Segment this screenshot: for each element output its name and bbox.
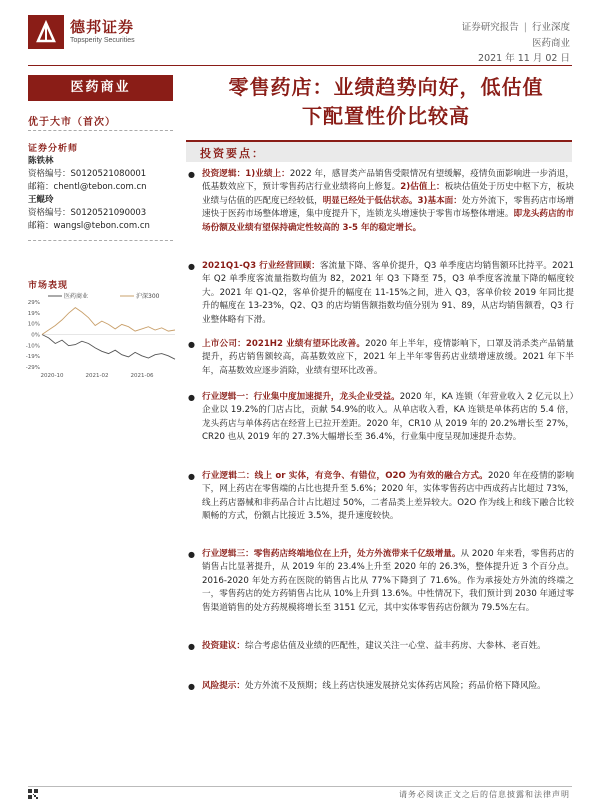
bullet-run: 综合考虑估值及业绩的匹配性，建议关注一心堂、益丰药房、大参林、老百姓。 <box>244 641 546 651</box>
footer-disclaimer: 请务必阅读正文之后的信息披露和法律声明 <box>399 790 570 799</box>
y-tick-label: -19% <box>25 354 40 361</box>
bullet-run: 行业逻辑三：零售药店终端地位在上升，处方外流带来千亿级增量。 <box>202 549 461 559</box>
cert-label: 资格编号： <box>28 208 71 218</box>
sidebar-divider <box>28 130 173 131</box>
company-logo <box>28 15 64 49</box>
meta-separator: | <box>523 22 527 33</box>
bullet-run: 行业逻辑一：行业集中度加速提升，龙头企业受益。 <box>202 392 400 402</box>
bullet-run: 上市公司：2021H2 业绩有望环比改善。 <box>202 339 366 349</box>
title-line: 零售药店：业绩趋势向好，低估值 <box>228 75 544 99</box>
bullet-item <box>186 640 574 653</box>
bullet-text <box>186 680 574 693</box>
analyst-cert <box>28 168 147 181</box>
y-tick-label: 19% <box>27 310 40 317</box>
key-points-label: 投资要点： <box>200 147 265 160</box>
y-tick-label: 10% <box>27 321 40 328</box>
header-divider <box>28 65 572 66</box>
bullet-text <box>186 391 574 445</box>
bullet-run: 2)估值上： <box>400 182 445 193</box>
logo-name-cn: 德邦证券 <box>70 18 135 36</box>
market-performance-chart <box>20 292 180 382</box>
sector-label: 医药商业 <box>28 75 173 101</box>
bullet-item <box>186 548 574 615</box>
bullet-item <box>186 260 574 327</box>
report-type: 证券研究报告 <box>461 22 519 33</box>
bullet-run: 2020 年在疫情的影响下，网上药店在零售端的占比也提升至 5.6%；2020 年，实体零售药店中西成药占比超过 73%，线上药店器械和非药品合计占比超过 50%，二者品类上差异较大。O2O 作为线上和线下融合比较顺畅的方式，份额占比接近 3.5%，提升速度较快。 <box>202 471 574 522</box>
analyst-email <box>28 181 147 194</box>
analyst-name: 王鲲玲 <box>28 195 54 205</box>
market-heading: 市场表现 <box>28 281 69 291</box>
report-category: 行业深度 <box>531 22 570 33</box>
bullet-run: 2021Q1-Q3 行业经营回顾： <box>202 261 320 271</box>
email-link[interactable]: chentl@tebon.com.cn <box>53 182 147 192</box>
cert-label: 资格编号： <box>28 169 71 179</box>
email-link[interactable]: wangsl@tebon.com.cn <box>53 221 150 231</box>
bullet-item <box>186 391 574 445</box>
report-meta <box>462 20 570 52</box>
logo-mark-icon <box>28 15 64 49</box>
bullet-text <box>186 548 574 615</box>
y-tick-label: 29% <box>27 300 40 306</box>
bullet-marker-icon: ● <box>188 170 195 179</box>
sidebar-divider <box>28 240 173 241</box>
bullet-run: 处方外流不及预期；线上药店快速发展挤兑实体药店风险；药品价格下降风险。 <box>244 681 546 691</box>
bullet-item <box>186 680 574 693</box>
bullet-run: 投资逻辑：1)业绩上： <box>202 169 290 179</box>
bullet-text <box>186 338 574 378</box>
y-tick-label: -10% <box>25 343 40 350</box>
analyst-heading: 证券分析师 <box>28 144 79 154</box>
y-tick-label: 0% <box>31 332 40 339</box>
bullet-run: 2022 年，感冒类产品销售受限情况有望缓解，疫情负面影响进一步消退，低基数效应下，预计零售药店行业业绩将向上修复。 <box>202 169 574 193</box>
bullet-run: 板块估值处于历史中枢下方，板块业绩与估值的匹配度已经较低， <box>202 182 574 206</box>
bullet-marker-icon: ● <box>188 682 195 691</box>
bullet-run: 明显已经处于低估状态。3)基本面： <box>322 195 462 206</box>
logo-name-en: Topsperity Securities <box>70 37 135 44</box>
bullet-marker-icon: ● <box>188 393 195 402</box>
y-tick-label: -29% <box>25 365 40 371</box>
bullet-run: 客流量下降、客单价提升，Q3 单季度店均销售额环比持平。2021 年 Q2 单季度客流量指数均值为 82，2021 年 Q3 下降至 75，Q3 单季度客流量下降的幅度较大。2021 年 Q1-Q2，客单价提升的幅度在 11-15%之间，进入 Q3，客单价较 2019 年同比提升的幅度在 13-23%，Q2、Q3 的店均销售额指数均值分别为 91、89，从店均销售额看，Q3 行业整体略有下滑。 <box>202 261 574 325</box>
bullet-run: 处方外流下，零售药店市场增速快于医药市场整体增速，集中度提升下，连锁龙头增速快于零售市场整体增速。 <box>202 195 574 220</box>
bullet-run: 即龙头药店的市场份额及业绩有望保持确定性较高的 3-5 年的稳定增长。 <box>202 209 574 233</box>
footer-divider <box>28 786 572 787</box>
series-line-1 <box>42 308 175 335</box>
bullet-item <box>186 338 574 378</box>
bullet-marker-icon: ● <box>188 340 195 349</box>
email-label: 邮箱： <box>28 221 54 231</box>
bullet-item <box>186 470 574 524</box>
bullet-text <box>186 168 574 235</box>
bullet-run: 从 2020 年来看，零售药店的销售占比显著提升，从 2019 年的 23.4%上升至 2020 年的 26.3%，整体提升近 3 个百分点。2016-2020 年处方药在医院的销售占比从 77%下降到了 71.6%。作为承接处方外流的终端之一，零售药店的处方药销售占比从 10%上升到 13.6%。中性情况下，我们预计到 2030 年通过零售渠道销售的处方药规模将增长至 3151 亿元，其中实体零售药店份额为 79.5%左右。 <box>202 549 574 613</box>
analyst-block <box>28 155 147 194</box>
cert-number: S0120521080001 <box>70 169 147 179</box>
analyst-cert <box>28 207 150 220</box>
bullet-run: 2020 年，KA 连锁（年营业收入 2 亿元以上）企业以 19.2%的门店占比，贡献 54.9%的收入。从单店收入看，KA 连锁是单体药店的 5.4 倍，龙头药店与单体药店在经营上已拉开差距。2020 年，CR10 从 2019 年的 20.2%增长至 27%，CR20 也从 2019 年的 27.3%大幅增长至 36.4%，行业集中度呈现加速提升态势。 <box>202 392 574 443</box>
x-tick-label: 2020-10 <box>40 373 64 379</box>
report-title <box>186 73 586 131</box>
bullet-marker-icon: ● <box>188 472 195 481</box>
bullet-item <box>186 168 574 235</box>
bullet-text <box>186 470 574 524</box>
bullet-text <box>186 640 574 653</box>
bullet-text <box>186 260 574 327</box>
chart-svg <box>20 292 180 382</box>
report-industry: 医药商业 <box>531 38 570 49</box>
qr-code-icon <box>28 789 38 799</box>
key-points-bar <box>186 140 572 162</box>
title-line: 下配置性价比较高 <box>302 104 470 128</box>
bullet-run: 投资建议： <box>202 641 245 651</box>
legend-label: 沪深300 <box>136 293 160 300</box>
analyst-block <box>28 194 150 233</box>
legend-label: 医药商业 <box>64 293 89 300</box>
bullet-marker-icon: ● <box>188 262 195 271</box>
rating-text: 优于大市（首次） <box>28 117 116 128</box>
analyst-email <box>28 220 150 233</box>
series-line-0 <box>42 335 175 360</box>
bullet-marker-icon: ● <box>188 642 195 651</box>
x-tick-label: 2021-06 <box>130 373 154 379</box>
email-label: 邮箱： <box>28 182 54 192</box>
bullet-marker-icon: ● <box>188 550 195 559</box>
x-tick-label: 2021-02 <box>85 373 109 379</box>
bullet-run: 风险提示： <box>202 681 245 691</box>
bullet-run: 行业逻辑二：线上 or 实体，有竞争、有错位，O2O 为有效的融合方式。 <box>202 471 488 481</box>
analyst-name: 陈铁林 <box>28 156 54 166</box>
cert-number: S0120521090003 <box>70 208 147 218</box>
report-date: 2021 年 11 月 02 日 <box>478 53 570 64</box>
bullet-run: 2020 年上半年，疫情影响下，口罩及消杀类产品销量提升，药店销售额较高，高基数效应下，2021 年上半年零售药店业绩增速放缓。2021 年下半年，高基数效应逐步消除，业绩有望环比改善。 <box>202 339 574 376</box>
